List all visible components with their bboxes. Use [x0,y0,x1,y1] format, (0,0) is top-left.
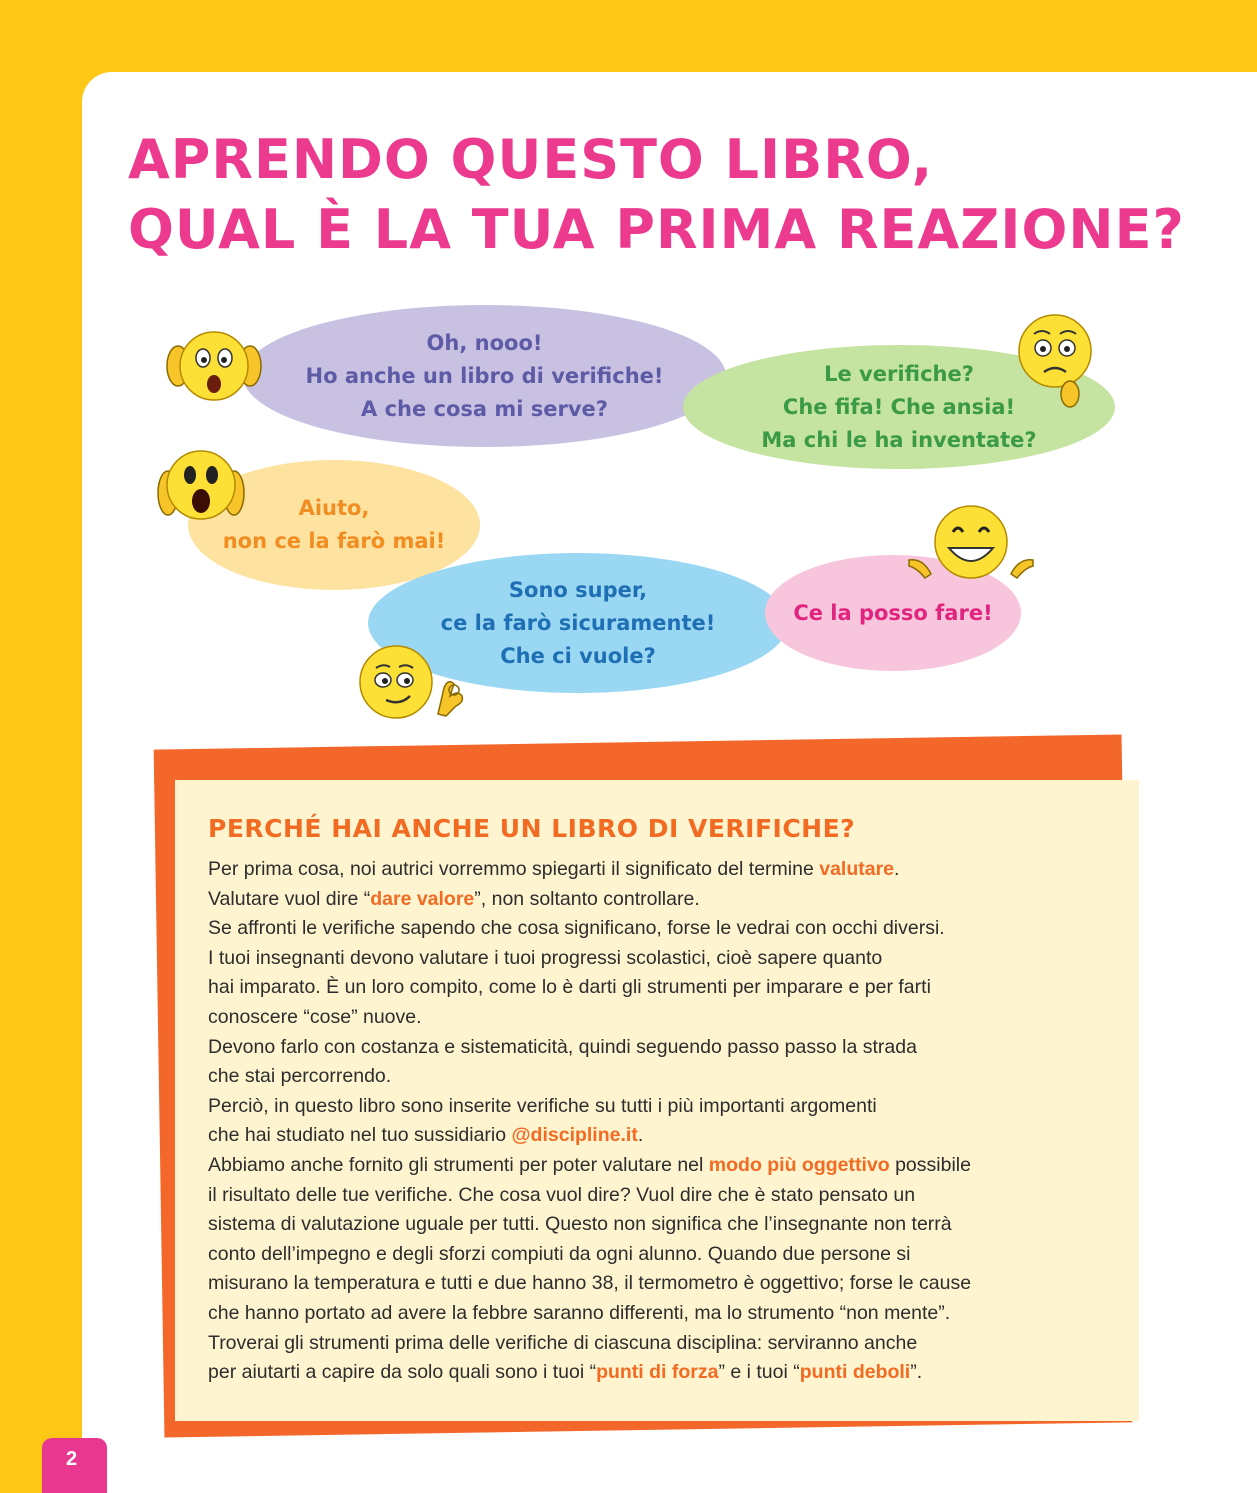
text-run: . [637,1124,644,1147]
bubble-line: Le verifiche? [824,361,974,386]
bubble-line: Ma chi le ha inventate? [761,427,1037,452]
bubble-line: Che ci vuole? [500,643,656,668]
paragraph-line: Perciò, in questo libro sono inserite verifiche su tutti i più importanti argomenti [208,1094,877,1117]
page-number: 2 [66,1448,78,1470]
text-run: possibile [889,1153,971,1176]
paragraph-line: che stai percorrendo. [208,1065,392,1088]
paragraph-line [208,885,1128,915]
paragraph-line [208,1121,1128,1151]
bubble-line: Oh, nooo! [426,330,543,355]
page-title [128,125,1228,265]
bubble-line: A che cosa mi serve? [361,396,608,421]
paragraph-line: conto dell’impegno e degli sforzi compiuti da ogni alunno. Quando due persone si [208,1242,911,1265]
paragraph-line: il risultato delle tue verifiche. Che cosa vuol dire? Vuol dire che è stato pensato un [208,1183,916,1206]
note-box-title: PERCHÉ HAI ANCHE UN LIBRO DI VERIFICHE? [208,814,856,843]
paragraph-line [208,1151,1128,1181]
screaming-face-icon [156,445,246,531]
text-run: Abbiamo anche fornito gli strumenti per poter valutare nel [208,1153,709,1176]
text-run: ”. [910,1361,923,1384]
paragraph-line: sistema di valutazione uguale per tutti. Questo non significa che l’insegnante non terrà [208,1213,952,1236]
paragraph-line: Se affronti le verifiche sapendo che cosa significano, forse le vedrai con occhi diversi. [208,917,945,940]
highlighted-term: punti di forza [596,1361,719,1384]
bubble-line: Aiuto, [298,496,370,520]
bubble-line: Sono super, [508,577,648,602]
smirking-ok-face-icon [354,640,472,724]
highlighted-term: dare valore [370,887,475,910]
text-run: . [894,858,900,880]
text-run: Valutare vuol dire “ [208,887,371,910]
bubble-line: ce la farò sicuramente! [440,610,716,635]
paragraph-line: Devono farlo con costanza e sistematicità, quindi seguendo passo passo la strada [208,1035,917,1058]
paragraph-line: hai imparato. È un loro compito, come lo è darti gli strumenti per imparare e per farti [208,976,931,999]
paragraph-line [208,855,1128,885]
text-run: che hai studiato nel tuo sussidiario [208,1124,512,1147]
paragraph-line: conoscere “cose” nuove. [208,1005,422,1028]
bubble-line: Che fifa! Che ansia! [782,394,1016,419]
bubble-line: Ho anche un libro di verifiche! [305,363,664,388]
title-line-2: QUAL È LA TUA PRIMA REAZIONE? [128,198,1185,261]
bubble-line: non ce la farò mai! [222,529,446,553]
text-run: ”, non soltanto controllare. [474,887,700,910]
highlighted-term: @discipline.it [511,1124,638,1147]
page-number-tab [42,1438,107,1493]
note-box-body [208,855,1128,1388]
paragraph-line: che hanno portato ad avere la febbre saranno differenti, ma lo strumento “non mente”. [208,1301,951,1324]
paragraph-line [208,1358,1128,1388]
text-run: per aiutarti a capire da solo quali sono i tuoi “ [208,1361,597,1384]
paragraph-line: misurano la temperatura e tutti e due hanno 38, il termometro è oggettivo; forse le cause [208,1272,972,1295]
paragraph-line: I tuoi insegnanti devono valutare i tuoi progressi scolastici, cioè sapere quanto [208,946,883,969]
highlighted-term: valutare [819,858,895,880]
shocked-hands-face-icon [164,322,264,408]
highlighted-term: modo più oggettivo [708,1153,890,1176]
reaction-bubble-oh-no [243,305,726,447]
text-run: ” e i tuoi “ [718,1361,800,1384]
paragraph-line: Troverai gli strumenti prima delle verifiche di ciascuna disciplina: serviranno anche [208,1331,918,1354]
bubble-line: Ce la posso fare! [793,600,993,625]
text-run: Per prima cosa, noi autrici vorremmo spiegarti il significato del termine [208,858,820,880]
worried-face-icon [1012,308,1098,408]
title-line-1: APRENDO QUESTO LIBRO, [128,128,934,191]
grinning-shrug-face-icon [905,502,1037,584]
highlighted-term: punti deboli [799,1361,911,1384]
